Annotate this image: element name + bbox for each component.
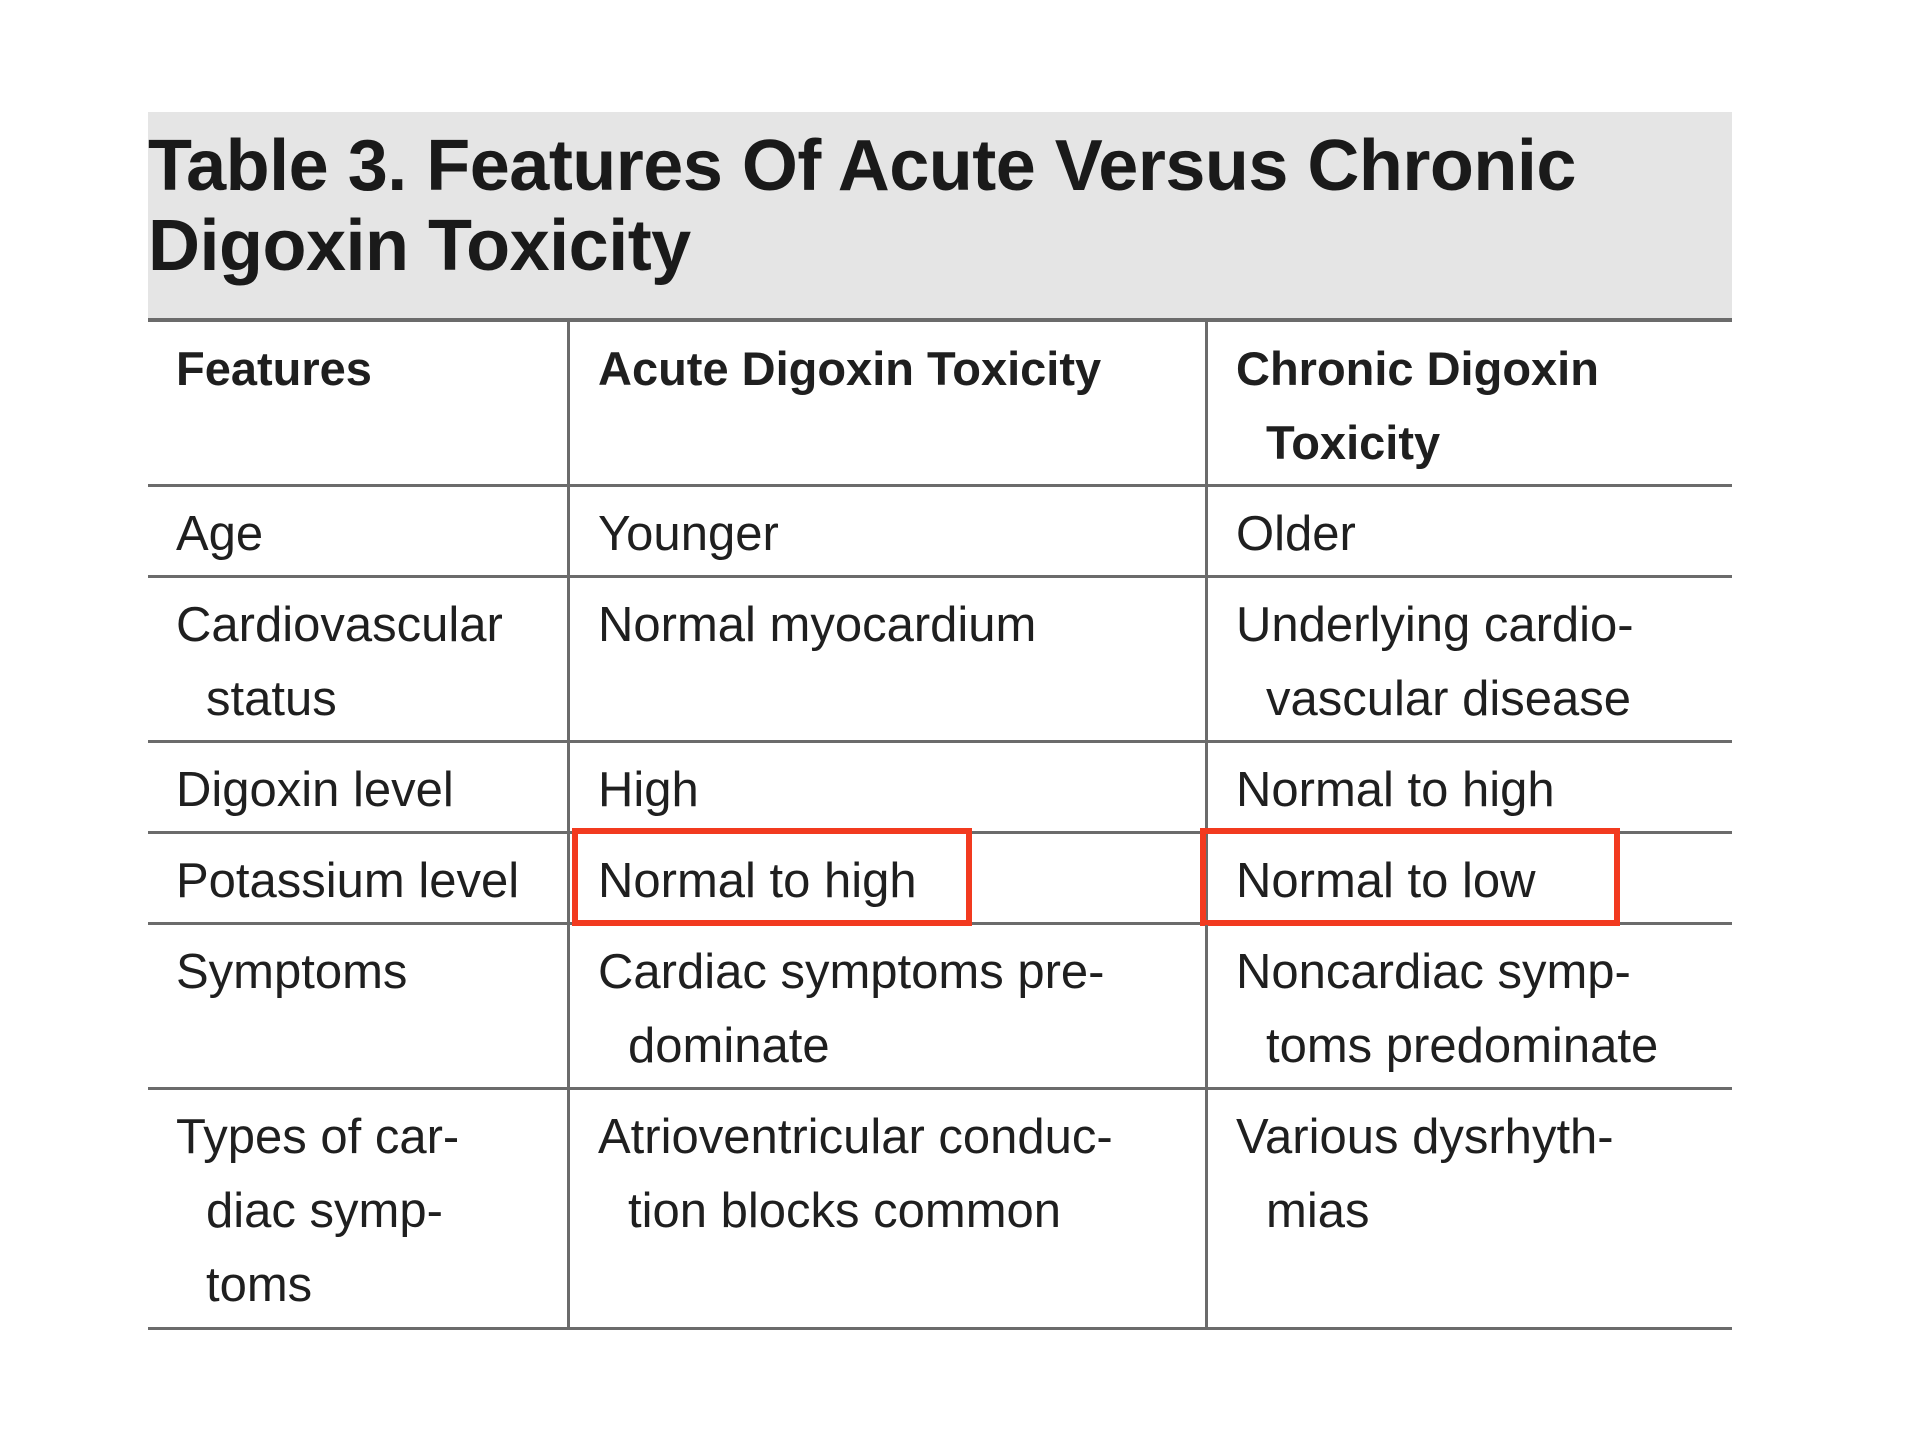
acute-cell-text: dominate	[628, 1019, 830, 1073]
chronic-cell-text: Normal to low	[1236, 854, 1536, 908]
feature-cell-text: toms	[206, 1258, 313, 1312]
feature-cell	[148, 925, 570, 1087]
chronic-cell-text: Various dysrhyth-	[1236, 1110, 1614, 1164]
comparison-table	[148, 318, 1732, 1330]
acute-cell	[570, 925, 1208, 1087]
table-title-block	[148, 112, 1732, 320]
chronic-cell-text: toms predominate	[1266, 1019, 1659, 1073]
chronic-cell	[1208, 487, 1732, 575]
chronic-cell-text: Normal to high	[1236, 763, 1555, 817]
feature-cell	[148, 578, 570, 740]
acute-cell	[570, 1090, 1208, 1327]
table-title-line-2: Digoxin Toxicity	[148, 206, 691, 286]
chronic-cell-text: Noncardiac symp-	[1236, 945, 1631, 999]
chronic-cell-text: Underlying cardio-	[1236, 598, 1634, 652]
table-row	[148, 743, 1732, 834]
feature-cell	[148, 487, 570, 575]
chronic-cell	[1208, 834, 1732, 922]
acute-cell-text: tion blocks common	[628, 1184, 1062, 1238]
feature-cell-text: Cardiovascular	[176, 598, 503, 652]
acute-cell-text: Cardiac symptoms pre-	[598, 945, 1105, 999]
table-row	[148, 834, 1732, 925]
header-chronic-label-line-2: Toxicity	[1266, 416, 1441, 469]
feature-cell-text: Age	[176, 507, 264, 561]
feature-cell	[148, 743, 570, 831]
feature-cell	[148, 834, 570, 922]
table-row	[148, 1090, 1732, 1330]
acute-cell-text: High	[598, 763, 699, 817]
chronic-cell	[1208, 578, 1732, 740]
acute-cell	[570, 743, 1208, 831]
table-row	[148, 925, 1732, 1090]
acute-cell	[570, 487, 1208, 575]
acute-cell-text: Younger	[598, 507, 779, 561]
table-row	[148, 578, 1732, 743]
feature-cell-text: Potassium level	[176, 854, 520, 908]
feature-cell-text: Types of car-	[176, 1110, 460, 1164]
feature-cell-text: diac symp-	[206, 1184, 443, 1238]
acute-cell-text: Normal myocardium	[598, 598, 1037, 652]
acute-cell	[570, 834, 1208, 922]
header-acute-label: Acute Digoxin Toxicity	[598, 342, 1102, 395]
acute-cell-text: Normal to high	[598, 854, 917, 908]
header-chronic	[1208, 322, 1732, 484]
chronic-cell-text: Older	[1236, 507, 1356, 561]
header-features	[148, 322, 570, 484]
feature-cell-text: status	[206, 672, 337, 726]
chronic-cell	[1208, 925, 1732, 1087]
chronic-cell	[1208, 743, 1732, 831]
chronic-cell-text: mias	[1266, 1184, 1370, 1238]
header-acute	[570, 322, 1208, 484]
acute-cell	[570, 578, 1208, 740]
chronic-cell-text: vascular disease	[1266, 672, 1631, 726]
header-features-label: Features	[176, 342, 372, 395]
acute-cell-text: Atrioventricular conduc-	[598, 1110, 1113, 1164]
feature-cell-text: Symptoms	[176, 945, 408, 999]
table-body	[148, 487, 1732, 1330]
feature-cell	[148, 1090, 570, 1327]
table-header-row	[148, 322, 1732, 487]
header-chronic-label-line-1: Chronic Digoxin	[1236, 342, 1599, 395]
chronic-cell	[1208, 1090, 1732, 1327]
feature-cell-text: Digoxin level	[176, 763, 454, 817]
table-title-line-1: Table 3. Features Of Acute Versus Chronic	[148, 126, 1576, 206]
table-row	[148, 487, 1732, 578]
